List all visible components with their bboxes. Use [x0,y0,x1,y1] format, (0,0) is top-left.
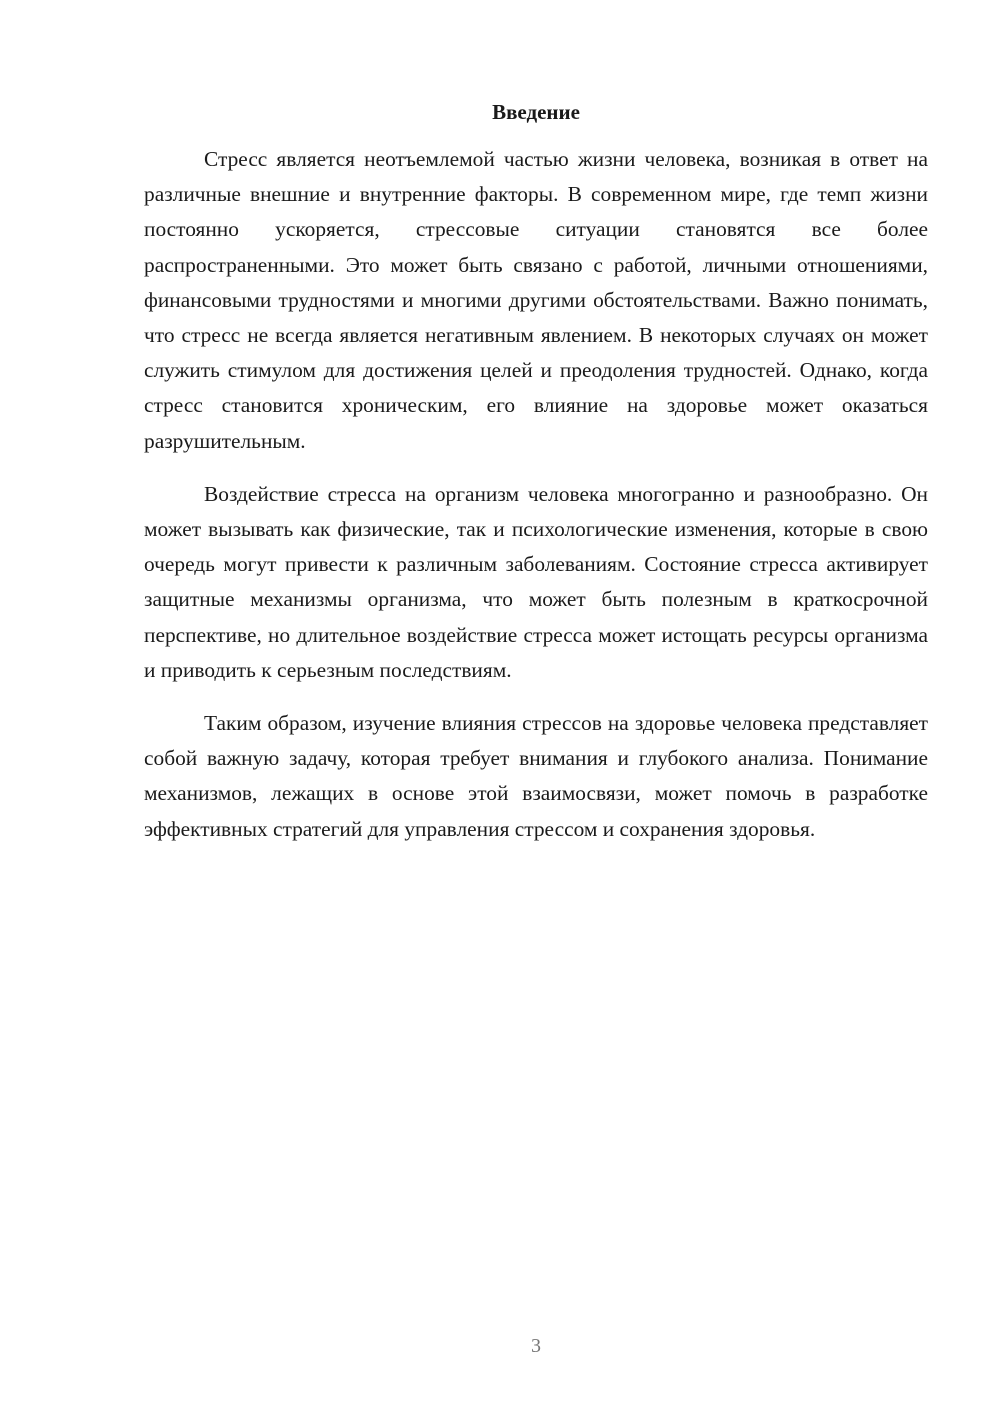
paragraph: Воздействие стресса на организм человека многогранно и разнообразно. Он может вызывать как физические, так и психологические изменения, которые в свою очередь могут привести к различным заболеваниям. Состояние стресса активирует защитные механизмы организма, что может быть полезным в краткосрочной перспективе, но длительное воздействие стресса может истощать ресурсы организма и приводить к серьезным последствиям. [144,481,928,682]
document-body [144,142,928,865]
paragraph: Таким образом, изучение влияния стрессов на здоровье человека представляет собой важную задачу, которая требует внимания и глубокого анализа. Понимание механизмов, лежащих в основе этой взаимосвязи, может помочь в разработке эффективных стратегий для управления стрессом и сохранения здоровья. [144,711,928,841]
page-number: 3 [531,1335,541,1357]
section-title: Введение [492,100,580,124]
paragraph: Стресс является неотъемлемой частью жизни человека, возникая в ответ на различные внешние и внутренние факторы. В современном мире, где темп жизни постоянно ускоряется, стрессовые ситуации становятся все более распространенными. Это может быть связано с работой, личными отношениями, финансовыми трудностями и многими другими обстоятельствами. Важно понимать, что стресс не всегда является негативным явлением. В некоторых случаях он может служить стимулом для достижения целей и преодоления трудностей. Однако, когда стресс становится хроническим, его влияние на здоровье может оказаться разрушительным. [144,147,928,453]
